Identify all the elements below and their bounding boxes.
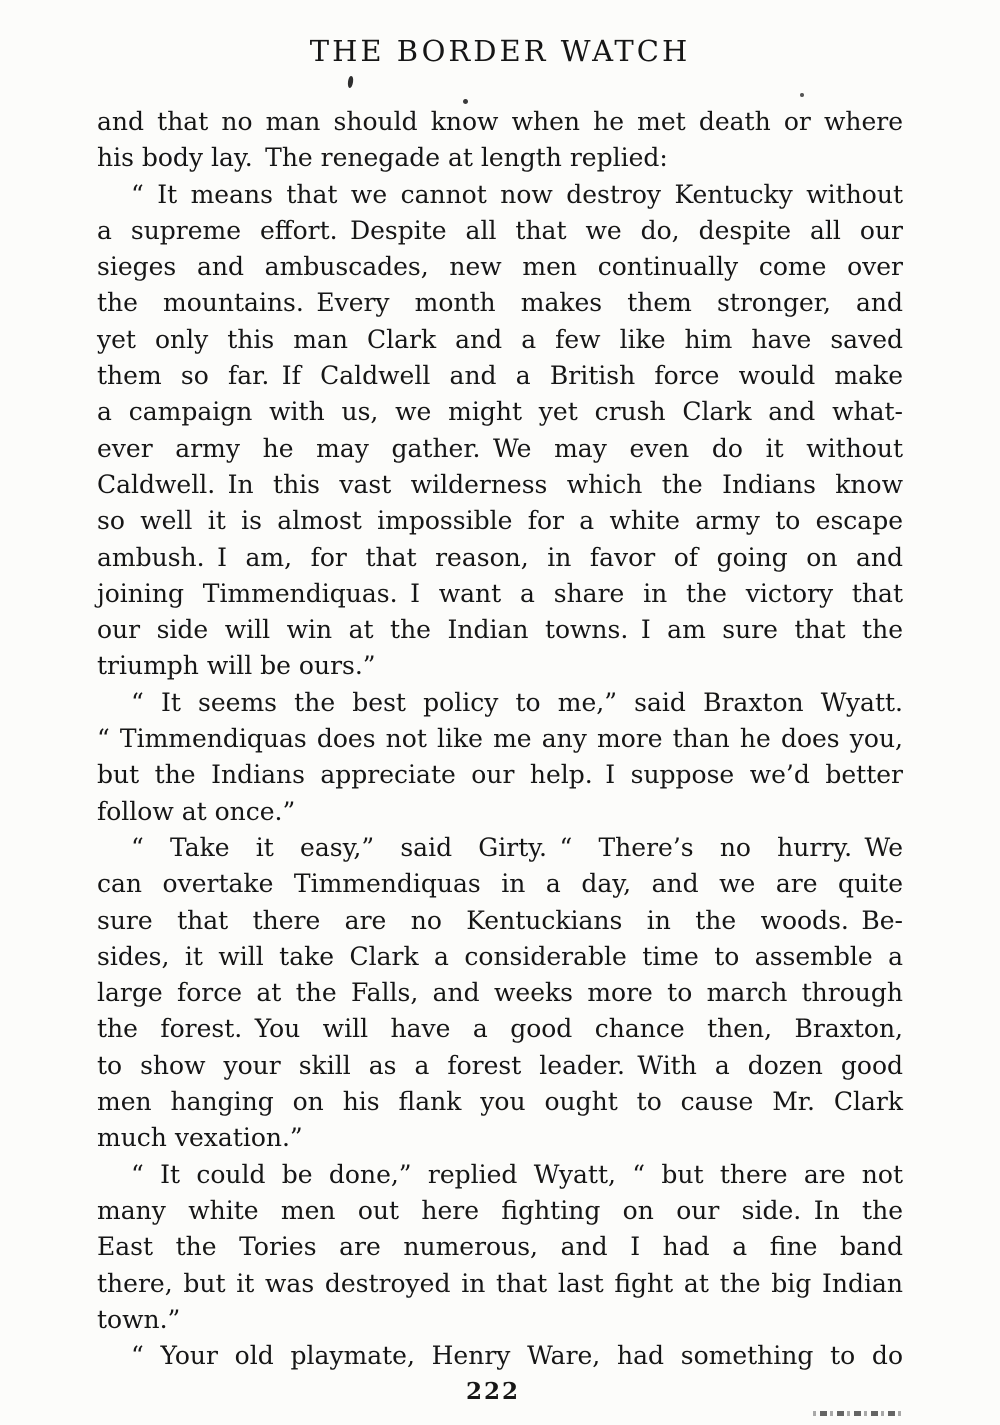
text-line: yet only this man Clark and a few like him have saved xyxy=(97,324,903,354)
paragraph xyxy=(97,1338,903,1374)
text-line: sure that there are no Kentuckians in the woods. Be- xyxy=(97,905,903,935)
scan-speck-quote xyxy=(347,76,354,89)
text-line: and that no man should know when he met death or where xyxy=(97,107,903,136)
text-line: “ Your old playmate, Henry Ware, had something to do xyxy=(131,1341,903,1371)
text-line: men hanging on his flank you ought to cause Mr. Clark xyxy=(97,1087,903,1117)
text-line: triumph will be ours.” xyxy=(97,651,376,681)
text-line: but the Indians appreciate our help. I suppose we’d better xyxy=(97,760,903,790)
text-line: can overtake Timmendiquas in a day, and we are quite xyxy=(97,869,903,899)
text-line: sides, it will take Clark a considerable time to assemble a xyxy=(97,941,903,971)
text-line: so well it is almost impossible for a white army to escape xyxy=(97,506,903,536)
text-line: Caldwell. In this vast wilderness which the Indians know xyxy=(97,469,903,499)
page-body-text xyxy=(97,104,903,1374)
text-line: ever army he may gather. We may even do it without xyxy=(97,433,903,463)
text-line: “ It could be done,” replied Wyatt, “ but there are not xyxy=(131,1159,903,1189)
scan-speck-dot-2 xyxy=(800,93,804,97)
text-line: many white men out here fighting on our side. In the xyxy=(97,1195,903,1225)
paragraph xyxy=(97,104,903,177)
text-line: the mountains. Every month makes them stronger, and xyxy=(97,288,903,318)
text-line: “ It means that we cannot now destroy Kentucky without xyxy=(131,179,903,209)
paragraph xyxy=(97,830,903,1157)
text-line: East the Tories are numerous, and I had a fine band xyxy=(97,1232,903,1262)
text-line: “ It seems the best policy to me,” said Braxton Wyatt. xyxy=(131,687,903,717)
text-line: a campaign with us, we might yet crush Clark and what- xyxy=(97,397,903,427)
text-line: “ Timmendiquas does not like me any more than he does you, xyxy=(97,724,903,754)
text-line: them so far. If Caldwell and a British force would make xyxy=(97,361,903,391)
page-number: 222 xyxy=(465,1378,520,1405)
paragraph xyxy=(97,177,903,685)
text-line: sieges and ambuscades, new men continually come over xyxy=(97,252,903,282)
text-line: much vexation.” xyxy=(97,1123,303,1153)
text-line: his body lay. The renegade at length replied: xyxy=(97,143,668,173)
text-line: a supreme effort. Despite all that we do, despite all our xyxy=(97,215,903,245)
running-header: THE BORDER WATCH xyxy=(309,34,691,68)
paragraph xyxy=(97,1157,903,1338)
text-line: town.” xyxy=(97,1304,181,1334)
paragraph xyxy=(97,685,903,830)
text-line: large force at the Falls, and weeks more to march through xyxy=(97,978,903,1008)
scan-artifact-dashes xyxy=(813,1411,901,1416)
text-line: our side will win at the Indian towns. I am sure that the xyxy=(97,615,903,645)
text-line: follow at once.” xyxy=(97,796,296,826)
text-line: joining Timmendiquas. I want a share in the victory that xyxy=(97,578,903,608)
text-line: the forest. You will have a good chance then, Braxton, xyxy=(97,1014,903,1044)
text-line: there, but it was destroyed in that last fight at the big Indian xyxy=(97,1268,903,1298)
text-line: ambush. I am, for that reason, in favor of going on and xyxy=(97,542,903,572)
text-line: “ Take it easy,” said Girty. “ There’s no hurry. We xyxy=(131,832,903,862)
text-line: to show your skill as a forest leader. With a dozen good xyxy=(97,1050,903,1080)
